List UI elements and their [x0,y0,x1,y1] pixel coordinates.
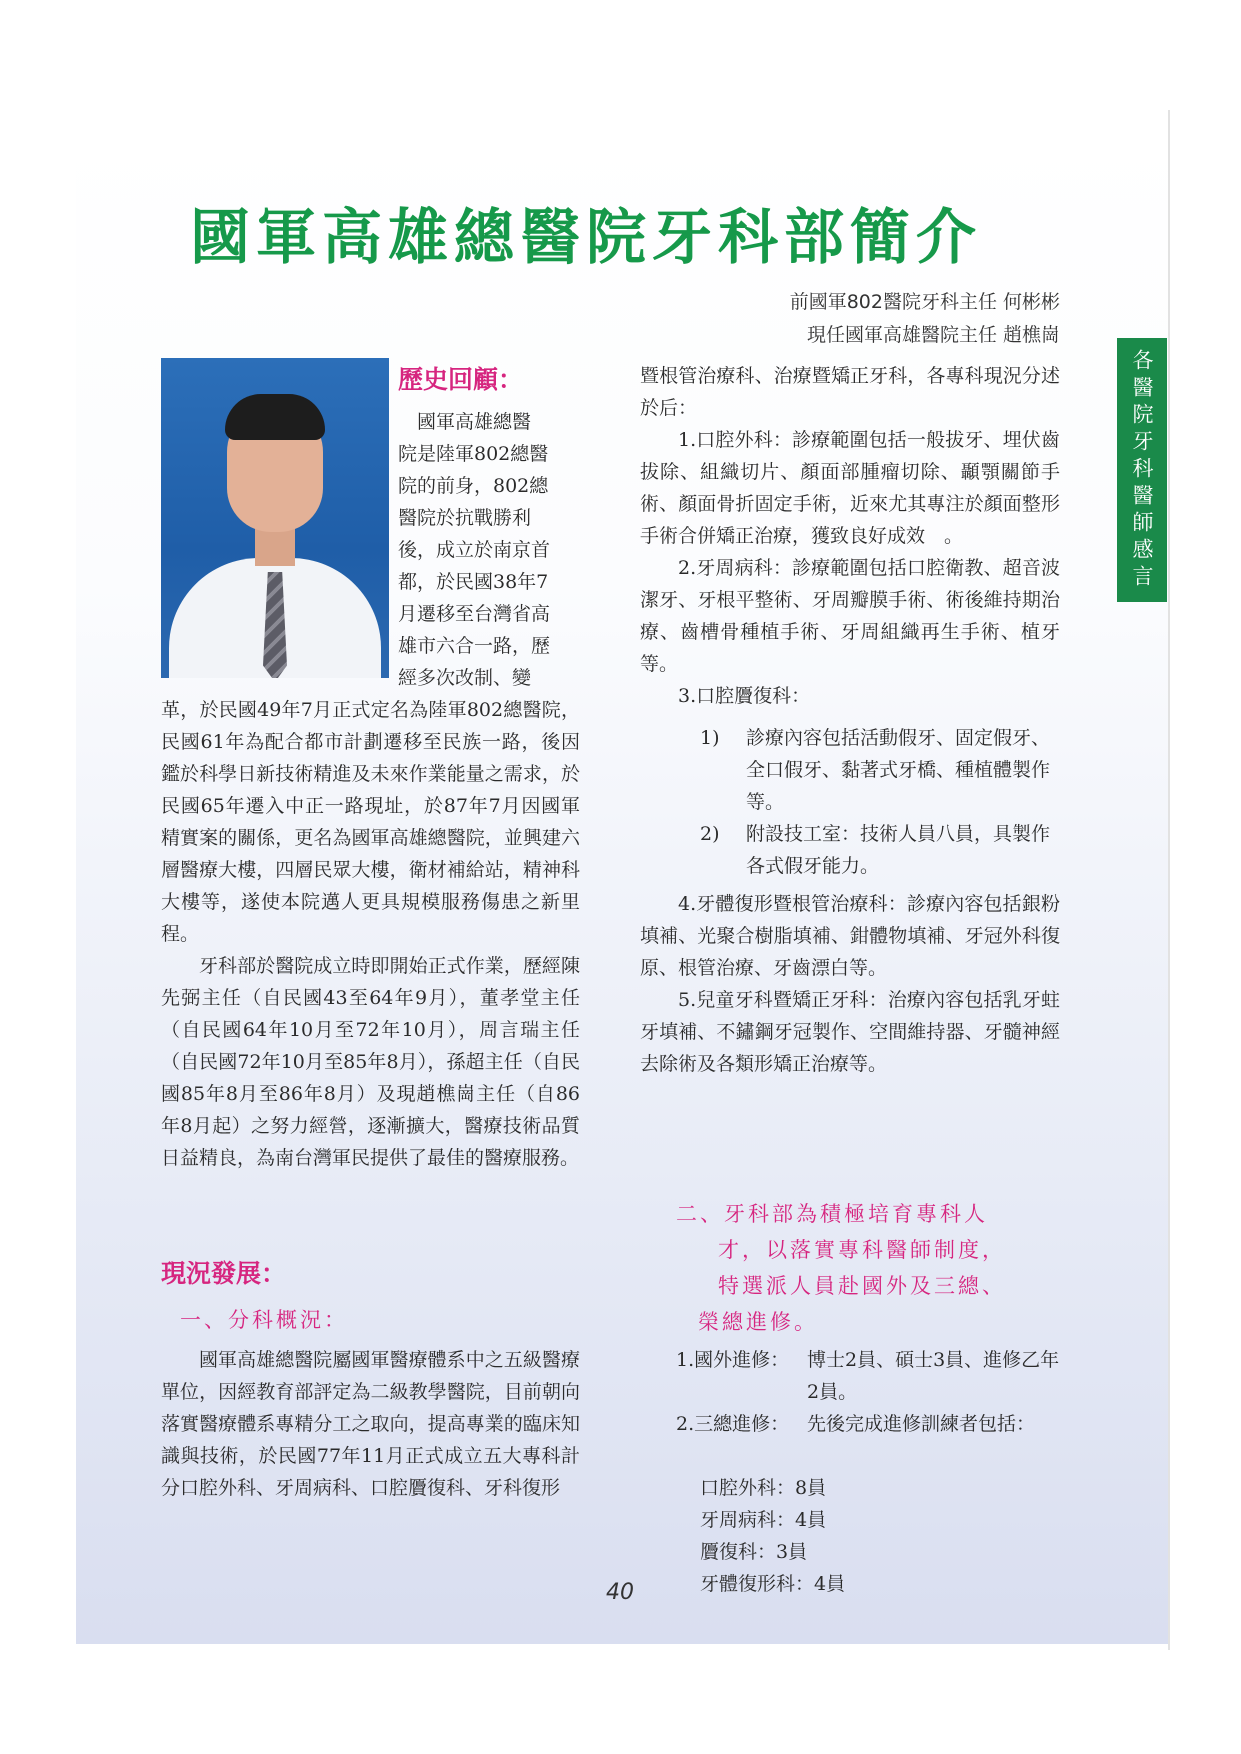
prosthodontics-sub-item [700,722,1060,818]
history-paragraph-1: 革，於民國49年7月正式定名為陸軍802總醫院，民國61年為配合都市計劃遷移至民族一路，後因鑑於科學日新技術精進及未來作業能量之需求，於民國65年遷入中正一路現址，於87年7月因國軍精實案的關係，更名為國軍高雄總醫院，並興建六層醫療大樓，四層民眾大樓，衛材補給站，精神科大樓等，遂使本院邁人更具規模服務傷患之新里程。 [161,699,580,945]
study-abroad [676,1344,1066,1408]
history-heading: 歷史回顧： [398,365,524,394]
history-line: 院是陸軍802總醫 [398,443,549,465]
history-line: 月遷移至台灣省高 [398,603,551,625]
history-paragraph-2: 牙科部於醫院成立時即開始正式作業，歷經陳先弼主任（自民國43至64年9月），董孝堂主任（自民國64年10月至72年10月），周言瑞主任（自民國72年10月至85年8月），孫超主任（自民國85年8月至86年8月）及現趙樵崗主任（自86年8月起）之努力經營，逐漸擴大，醫療技術品質日益精良，為南台灣軍民提供了最佳的醫療服務。 [161,955,580,1169]
current-heading: 現況發展： [161,1259,287,1288]
specialty-item: 5.兒童牙科暨矯正牙科：治療內容包括乳牙蛀牙填補、不鏽鋼牙冠製作、空間維持器、牙髓神經去除術及各類形矯正治療等。 [640,989,1060,1075]
sub-item-number: 1) [700,727,720,749]
history-line: 國軍高雄總醫 [417,411,532,433]
staff-count-periodontics: 牙周病科：4員 [700,1509,827,1531]
history-line: 院的前身，802總 [398,475,549,497]
current-subheading: 一、分科概況： [180,1308,348,1332]
training-heading-line: 二、牙科部為積極培育專科人 [676,1202,988,1226]
current-intro: 國軍高雄總醫院屬國軍醫療體系中之五級醫療單位，因經教育部評定為二級教學醫院，目前朝向落實醫療體系專精分工之取向，提高專業的臨床知識與技術，於民國77年11月正式成立五大專科計分口腔外科、牙周病科、口腔贗復科、牙科復形 [161,1349,580,1499]
history-wide-column [161,694,580,1174]
staff-count-operative: 牙體復形科：4員 [700,1573,846,1595]
sub-item-number: 2) [700,823,720,845]
article-title: 國軍高雄總醫院牙科部簡介 [190,203,982,273]
right-column-bottom [640,888,1060,1080]
specialty-continued: 暨根管治療科、治療暨矯正牙科，各專科現況分述於后： [640,365,1060,419]
section-side-tab: 各醫院牙科醫師感言 [1117,338,1167,602]
history-line: 後，成立於南京首 [398,539,551,561]
page-number: 40 [606,1580,634,1605]
history-line: 都，於民國38年7 [398,571,549,593]
page-edge-line [1168,110,1170,1650]
study-label: 1.國外進修： [676,1349,790,1371]
history-line: 醫院於抗戰勝利 [398,507,532,529]
sub-item-text: 附設技工室：技術人員八員，具製作各式假牙能力。 [746,823,1051,877]
sub-item-text: 診療內容包括活動假牙、固定假牙、全口假牙、黏著式牙橋、種植體製作等。 [746,727,1051,813]
author-former: 前國軍802醫院牙科主任 何彬彬 [789,291,1060,313]
history-narrow-column [398,406,580,694]
portrait-hair [225,394,325,440]
right-column-top [640,360,1060,712]
current-intro-column [161,1344,580,1504]
training-heading-line: 才，以落實專科醫師制度， [718,1238,1006,1262]
training-heading-line: 榮總進修。 [698,1310,818,1334]
author-block [600,286,1060,352]
prosthodontics-sub-item [700,818,1060,882]
training-heading-line: 特選派人員赴國外及三總、 [718,1274,1006,1298]
history-line: 經多次改制、變 [398,667,532,689]
history-line: 雄市六合一路，歷 [398,635,551,657]
staff-count-oral-surgery: 口腔外科：8員 [700,1477,827,1499]
specialty-item: 2.牙周病科：診療範圍包括口腔衛教、超音波潔牙、牙根平整術、牙周瓣膜手術、術後維持期治療、齒槽骨種植手術、牙周組織再生手術、植牙等。 [640,557,1060,675]
specialty-item: 3.口腔贗復科： [678,685,811,707]
study-tsgh [676,1408,1066,1440]
author-portrait [161,358,389,678]
specialty-item: 4.牙體復形暨根管治療科：診療內容包括銀粉填補、光聚合樹脂填補、鉗體物填補、牙冠外科復原、根管治療、牙齒漂白等。 [640,893,1060,979]
study-value: 先後完成進修訓練者包括： [807,1413,1036,1435]
study-value: 博士2員、碩士3員、進修乙年2員。 [807,1349,1060,1403]
author-current: 現任國軍高雄醫院主任 趙樵崗 [806,324,1060,346]
study-label: 2.三總進修： [676,1413,790,1435]
training-heading [676,1196,1056,1340]
specialty-item: 1.口腔外科：診療範圍包括一般拔牙、埋伏齒拔除、組織切片、顏面部腫瘤切除、顳顎關節手術、顏面骨折固定手術，近來尤其專注於顏面整形手術合併矯正治療，獲致良好成效 。 [640,429,1060,547]
staff-count-prosthodontics: 贗復科：3員 [700,1541,808,1563]
